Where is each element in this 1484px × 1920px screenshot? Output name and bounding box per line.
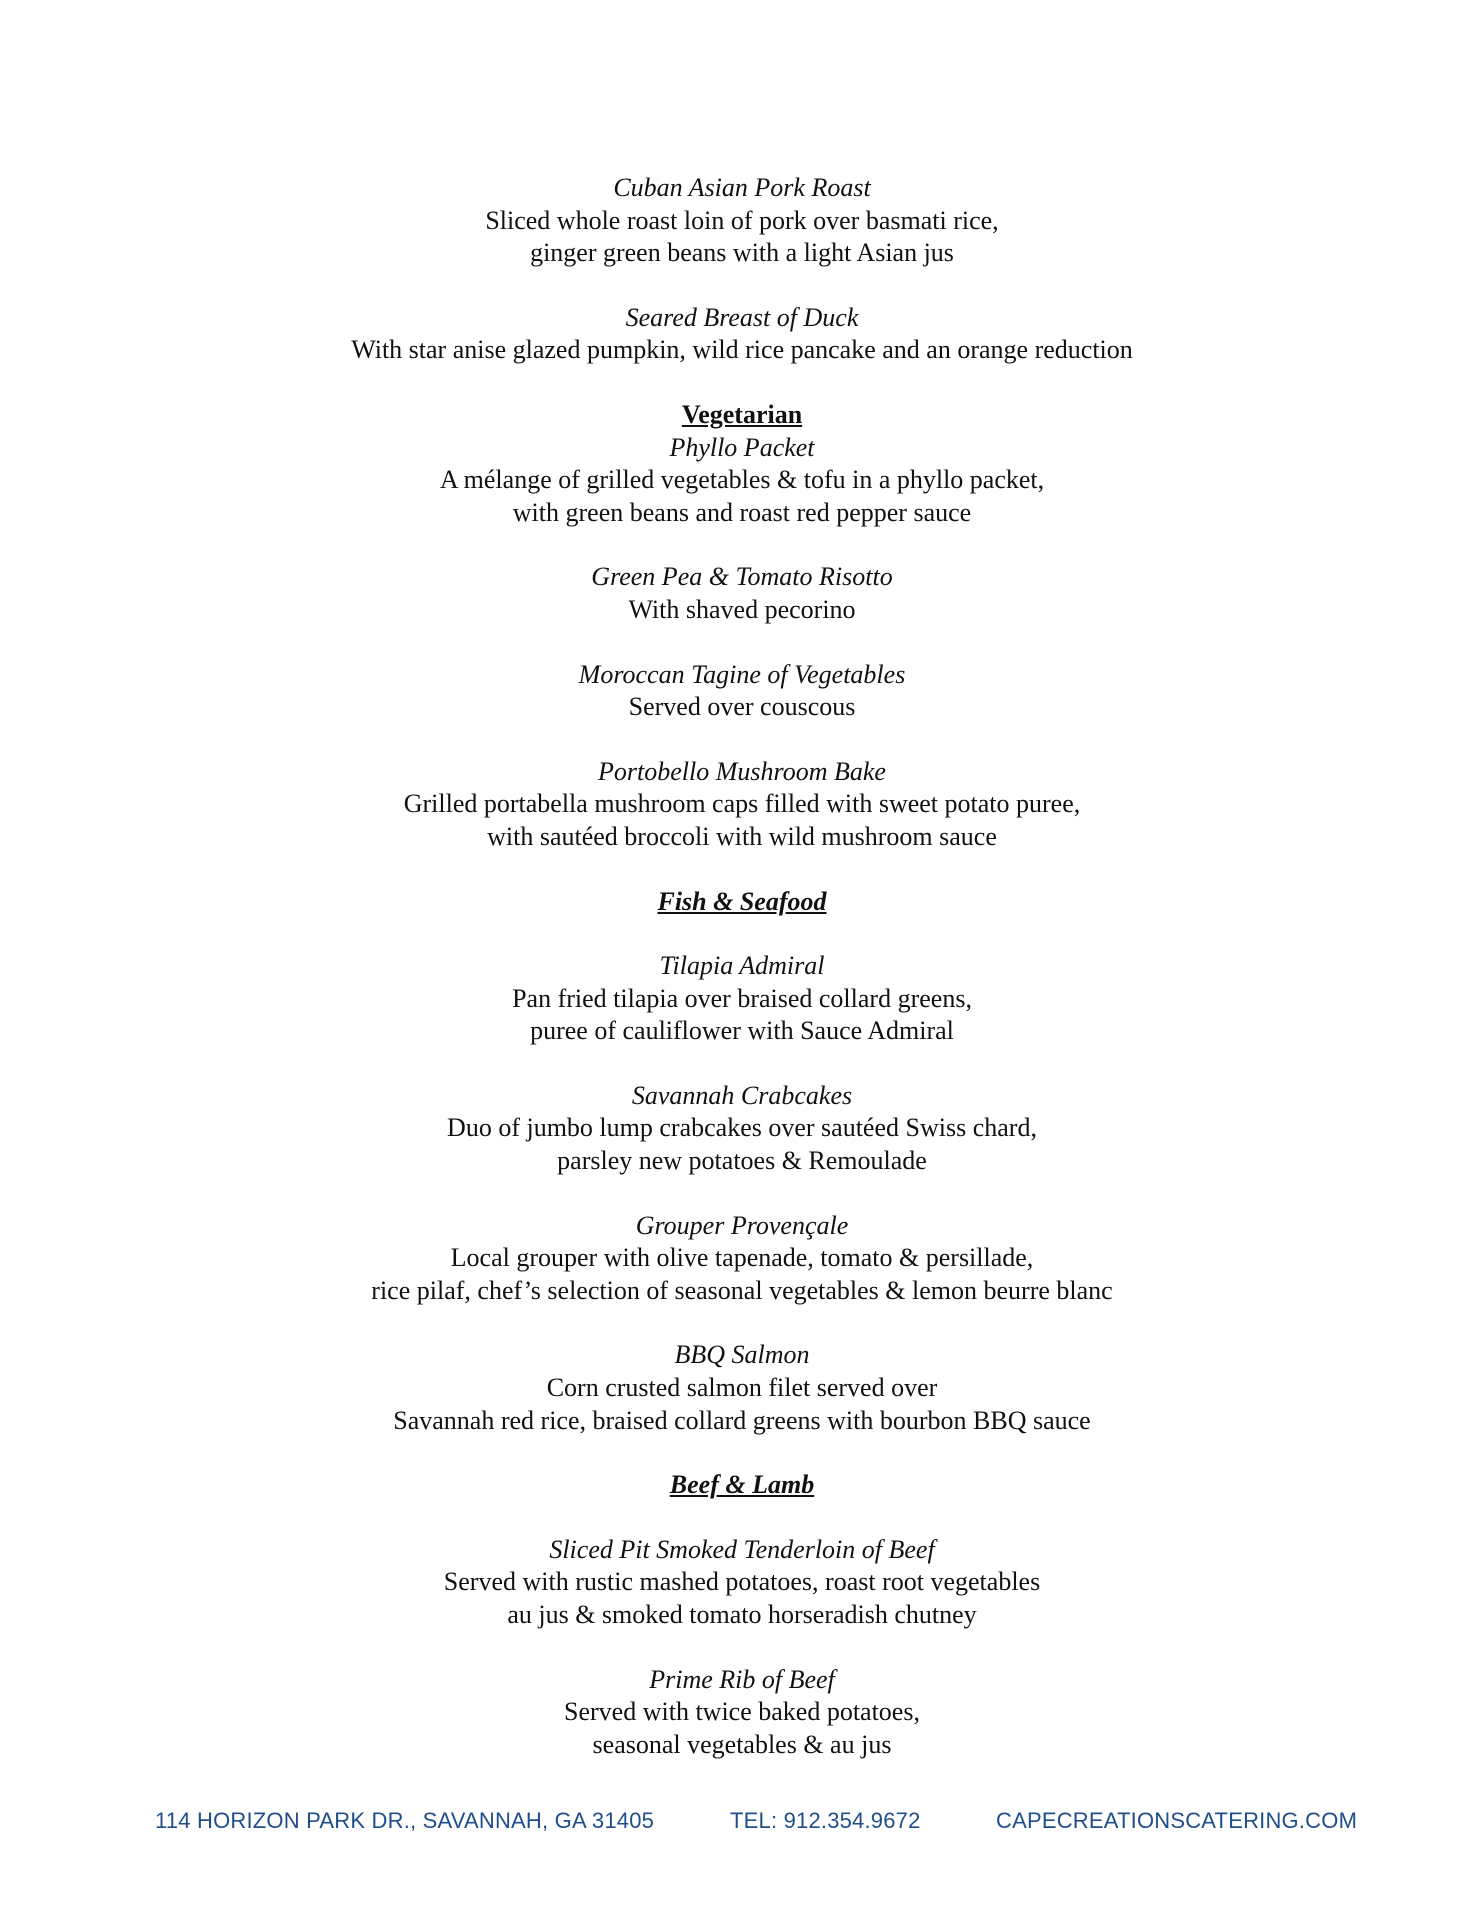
item-description: Pan fried tilapia over braised collard greens, (512, 983, 972, 1013)
item-description: Served with rustic mashed potatoes, roast root vegetables (443, 1567, 1041, 1597)
item-name: BBQ Salmon (674, 1340, 810, 1370)
item-description: Sliced whole roast loin of pork over basmati rice, (485, 205, 999, 235)
item-description: rice pilaf, chef’s selection of seasonal vegetables & lemon beurre blanc (371, 1275, 1113, 1305)
item-name: Savannah Crabcakes (631, 1080, 853, 1110)
item-description: au jus & smoked tomato horseradish chutney (507, 1600, 977, 1629)
item-description: with sautéed broccoli with wild mushroom sauce (487, 821, 997, 851)
item-description: seasonal vegetables & au jus (592, 1729, 892, 1759)
item-name: Tilapia Admiral (659, 951, 825, 981)
item-description: Grilled portabella mushroom caps filled with sweet potato puree, (403, 789, 1081, 819)
item-name: Grouper Provençale (635, 1210, 849, 1240)
section-beef-lamb (0, 1469, 1484, 1502)
item-name: Cuban Asian Pork Roast (613, 173, 871, 202)
menu-item (0, 659, 1484, 724)
item-description: With star anise glazed pumpkin, wild rice pancake and an orange reduction (351, 335, 1133, 365)
footer-address: 114 HORIZON PARK DR., SAVANNAH, GA 31405 (155, 1808, 655, 1833)
footer-website: CAPECREATIONSCATERING.COM (996, 1808, 1358, 1833)
section-heading: Fish & Seafood (657, 886, 827, 916)
item-description: Corn crusted salmon filet served over (546, 1373, 938, 1403)
item-description: ginger green beans with a light Asian jus (530, 238, 954, 268)
page-footer (0, 1808, 1484, 1838)
item-name: Portobello Mushroom Bake (598, 756, 886, 786)
item-description: Duo of jumbo lump crabcakes over sautéed Swiss chard, (447, 1113, 1037, 1143)
item-name: Moroccan Tagine of Vegetables (578, 659, 906, 689)
item-name: Prime Rib of Beef (649, 1664, 835, 1694)
menu-item (0, 950, 1484, 1048)
menu-item (0, 432, 1484, 530)
menu-item (0, 302, 1484, 367)
item-description: puree of cauliflower with Sauce Admiral (530, 1016, 954, 1046)
item-description: with green beans and roast red pepper sauce (512, 497, 972, 527)
item-description: With shaved pecorino (628, 594, 856, 624)
menu-item (0, 172, 1484, 270)
item-description: Local grouper with olive tapenade, tomato & persillade, (450, 1243, 1034, 1273)
menu-item (0, 1664, 1484, 1762)
menu-item (0, 756, 1484, 854)
item-description: Served over couscous (628, 692, 856, 722)
footer-phone: TEL: 912.354.9672 (730, 1808, 921, 1833)
section-heading: Beef & Lamb (669, 1470, 815, 1500)
item-description: Savannah red rice, braised collard greens with bourbon BBQ sauce (393, 1405, 1091, 1435)
section-heading: Vegetarian (681, 399, 803, 429)
item-description: A mélange of grilled vegetables & tofu in a phyllo packet, (439, 465, 1045, 495)
menu-body (0, 172, 1484, 1793)
menu-item (0, 1534, 1484, 1632)
menu-item (0, 1210, 1484, 1308)
menu-item (0, 561, 1484, 626)
item-name: Seared Breast of Duck (625, 302, 859, 332)
item-description: parsley new potatoes & Remoulade (557, 1146, 927, 1176)
item-description: Served with twice baked potatoes, (564, 1697, 920, 1727)
item-name: Sliced Pit Smoked Tenderloin of Beef (549, 1534, 935, 1564)
menu-item (0, 1339, 1484, 1437)
item-name: Green Pea & Tomato Risotto (591, 562, 893, 592)
section-fish-seafood (0, 886, 1484, 919)
section-vegetarian (0, 399, 1484, 432)
item-name: Phyllo Packet (669, 432, 815, 462)
menu-item (0, 1080, 1484, 1178)
